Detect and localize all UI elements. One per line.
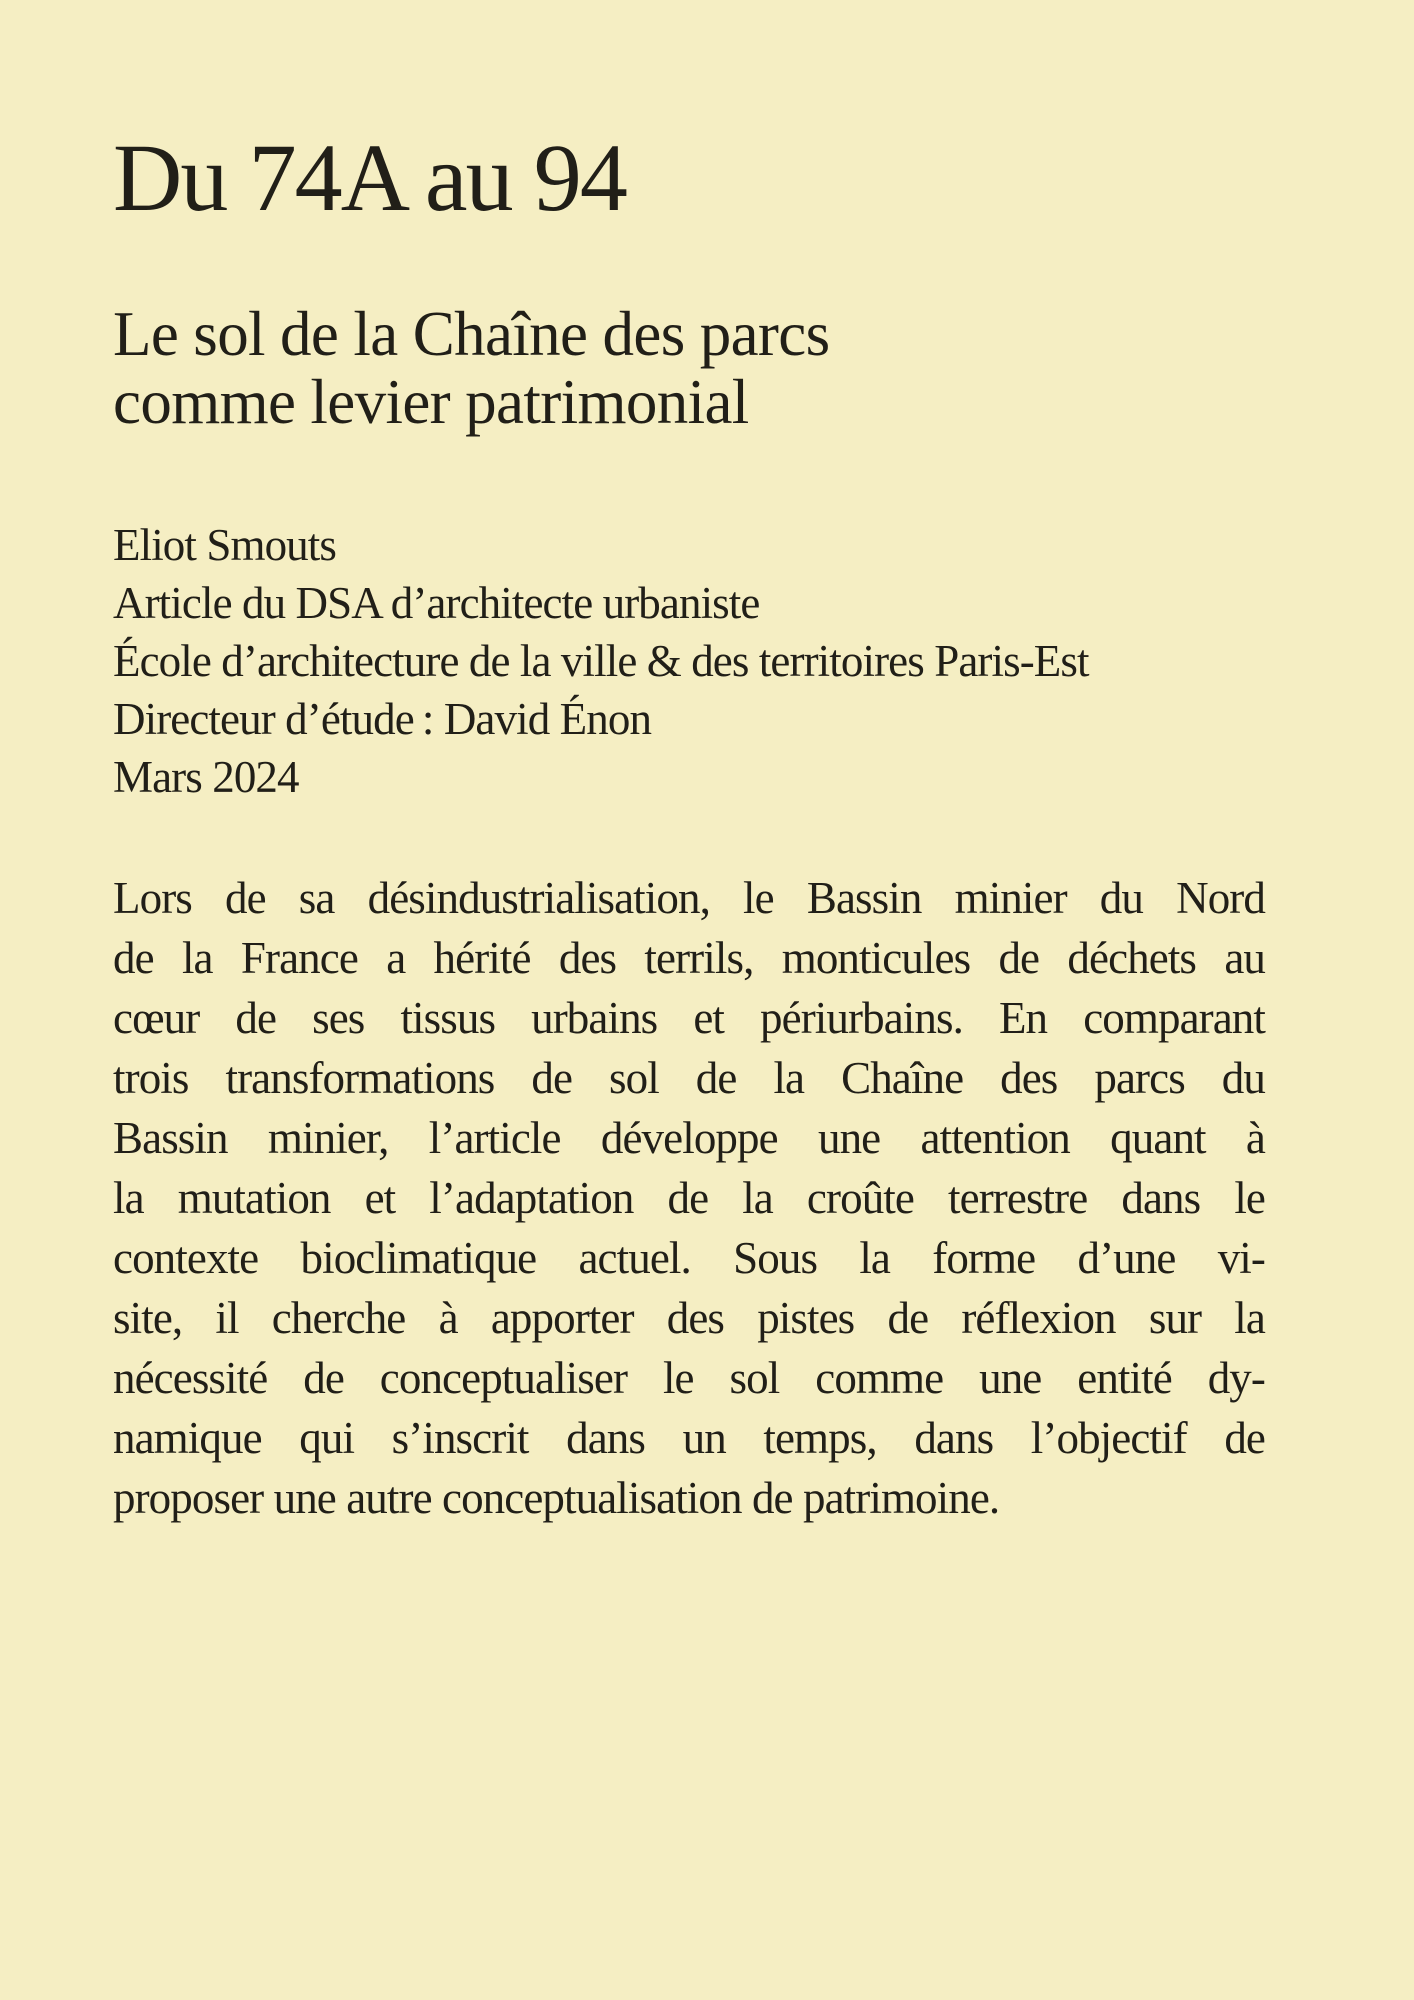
abstract-line: de la France a hérité des terrils, monticules de déchets au xyxy=(113,933,1265,983)
abstract-line: Bassin minier, l’article développe une attention quant à xyxy=(113,1113,1265,1163)
article-type: Article du DSA d’architecte urbaniste xyxy=(113,578,760,628)
abstract-line: site, il cherche à apporter des pistes de réflexion sur la xyxy=(113,1293,1265,1343)
school-name: École d’architecture de la ville & des territoires Paris-Est xyxy=(113,636,1089,686)
abstract-line: contexte bioclimatique actuel. Sous la forme d’une vi- xyxy=(113,1233,1265,1283)
author-name: Eliot Smouts xyxy=(113,520,336,570)
abstract-line: Lors de sa désindustrialisation, le Bassin minier du Nord xyxy=(113,873,1265,923)
abstract-line: la mutation et l’adaptation de la croûte terrestre dans le xyxy=(113,1173,1265,1223)
abstract-line: cœur de ses tissus urbains et périurbains. En comparant xyxy=(113,993,1265,1043)
abstract-line: nécessité de conceptualiser le sol comme une entité dy- xyxy=(113,1353,1265,1403)
publication-date: Mars 2024 xyxy=(113,752,299,802)
abstract-paragraph xyxy=(113,868,1265,1528)
article-subtitle xyxy=(113,300,1265,436)
subtitle-line-1: Le sol de la Chaîne des parcs xyxy=(113,299,830,369)
article-title: Du 74A au 94 xyxy=(113,124,626,231)
abstract-line: proposer une autre conceptualisation de patrimoine. xyxy=(113,1473,1000,1523)
abstract-line: trois transformations de sol de la Chaîne des parcs du xyxy=(113,1053,1265,1103)
author-block xyxy=(113,516,1265,806)
abstract-line: namique qui s’inscrit dans un temps, dans l’objectif de xyxy=(113,1413,1265,1463)
subtitle-line-2: comme levier patrimonial xyxy=(113,367,749,437)
study-director: Directeur d’étude : David Énon xyxy=(113,694,652,744)
